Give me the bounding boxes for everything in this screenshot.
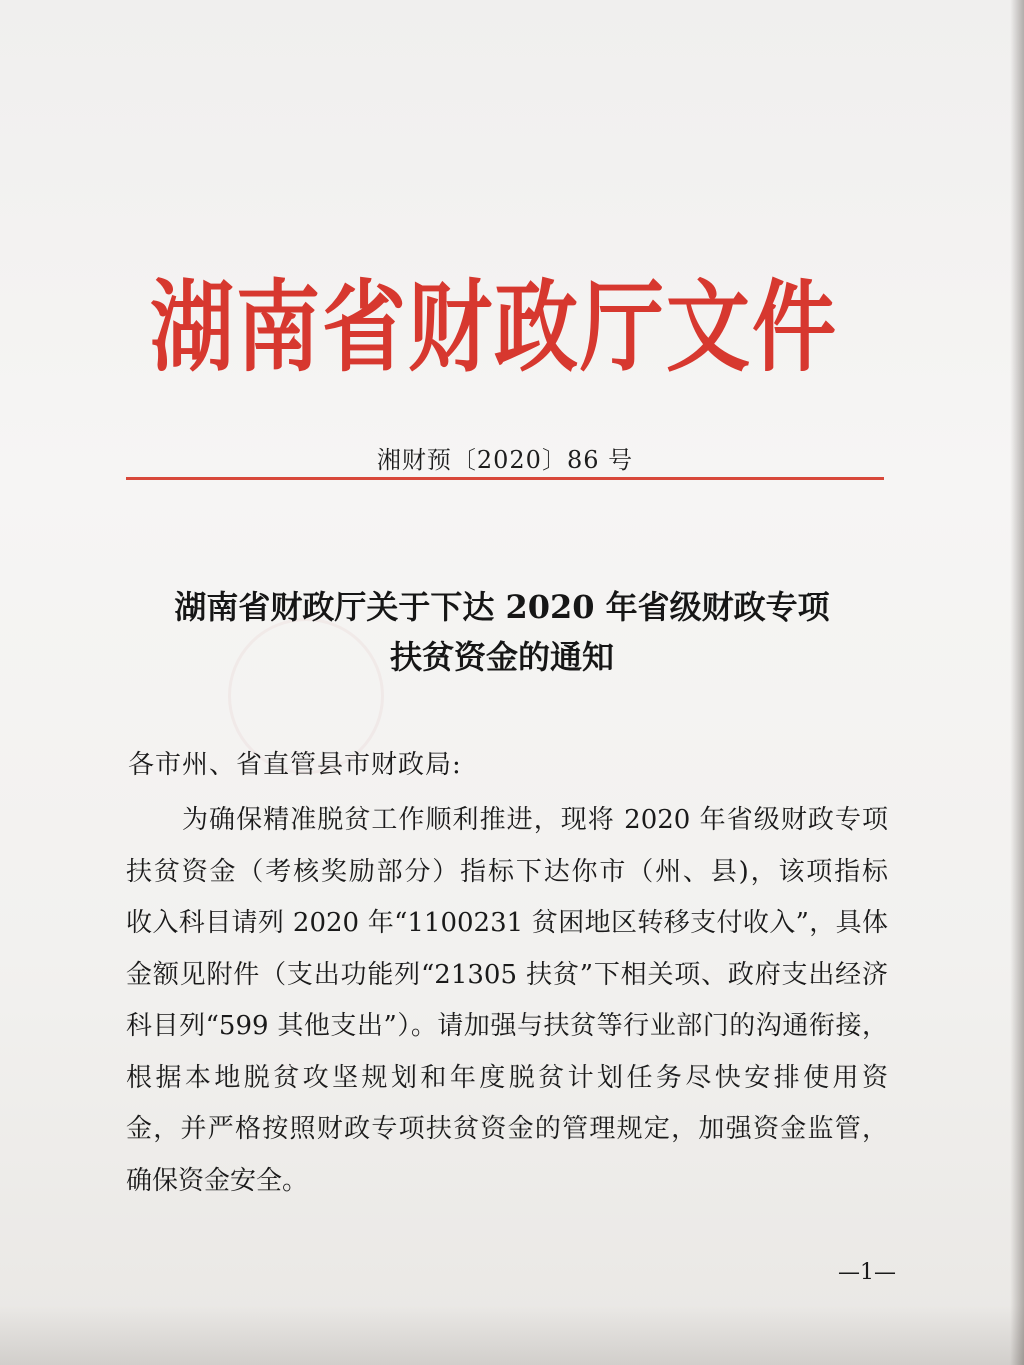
title-line: 扶贫资金的通知 bbox=[389, 638, 614, 676]
page-number: —1— bbox=[838, 1260, 896, 1285]
body-line: 金，并严格按照财政专项扶贫资金的管理规定，加强资金监管， bbox=[126, 1114, 888, 1144]
document-number: 湘财预〔2020〕86 号 bbox=[376, 446, 634, 474]
body-line: 金额见附件（支出功能列“21305 扶贫”下相关项、政府支出经济 bbox=[126, 959, 888, 990]
letterhead: 湖南省财政厅文件 bbox=[150, 268, 839, 385]
paper-edge bbox=[1010, 0, 1024, 1365]
recipients-line: 各市州、省直管县市财政局: bbox=[128, 750, 462, 780]
body-line: 根据本地脱贫攻坚规划和年度脱贫计划任务尽快安排使用资 bbox=[126, 1062, 888, 1093]
red-divider-rule bbox=[126, 477, 884, 480]
body-line: 确保资金安全。 bbox=[126, 1165, 309, 1196]
body-line: 为确保精准脱贫工作顺利推进，现将 2020 年省级财政专项 bbox=[182, 805, 888, 835]
body-line: 科目列“599 其他支出”）。请加强与扶贫等行业部门的沟通衔接， bbox=[126, 1011, 888, 1041]
paper-shadow bbox=[0, 1305, 1024, 1365]
body-line: 扶贫资金（考核奖励部分）指标下达你市（州、县)，该项指标 bbox=[126, 856, 888, 887]
body-line: 收入科目请列 2020 年“1100231 贫困地区转移支付收入”，具体 bbox=[126, 908, 888, 938]
body-paragraph bbox=[126, 795, 888, 1207]
title-line: 湖南省财政厅关于下达 2020 年省级财政专项 bbox=[174, 588, 830, 626]
document-title bbox=[0, 582, 1004, 682]
